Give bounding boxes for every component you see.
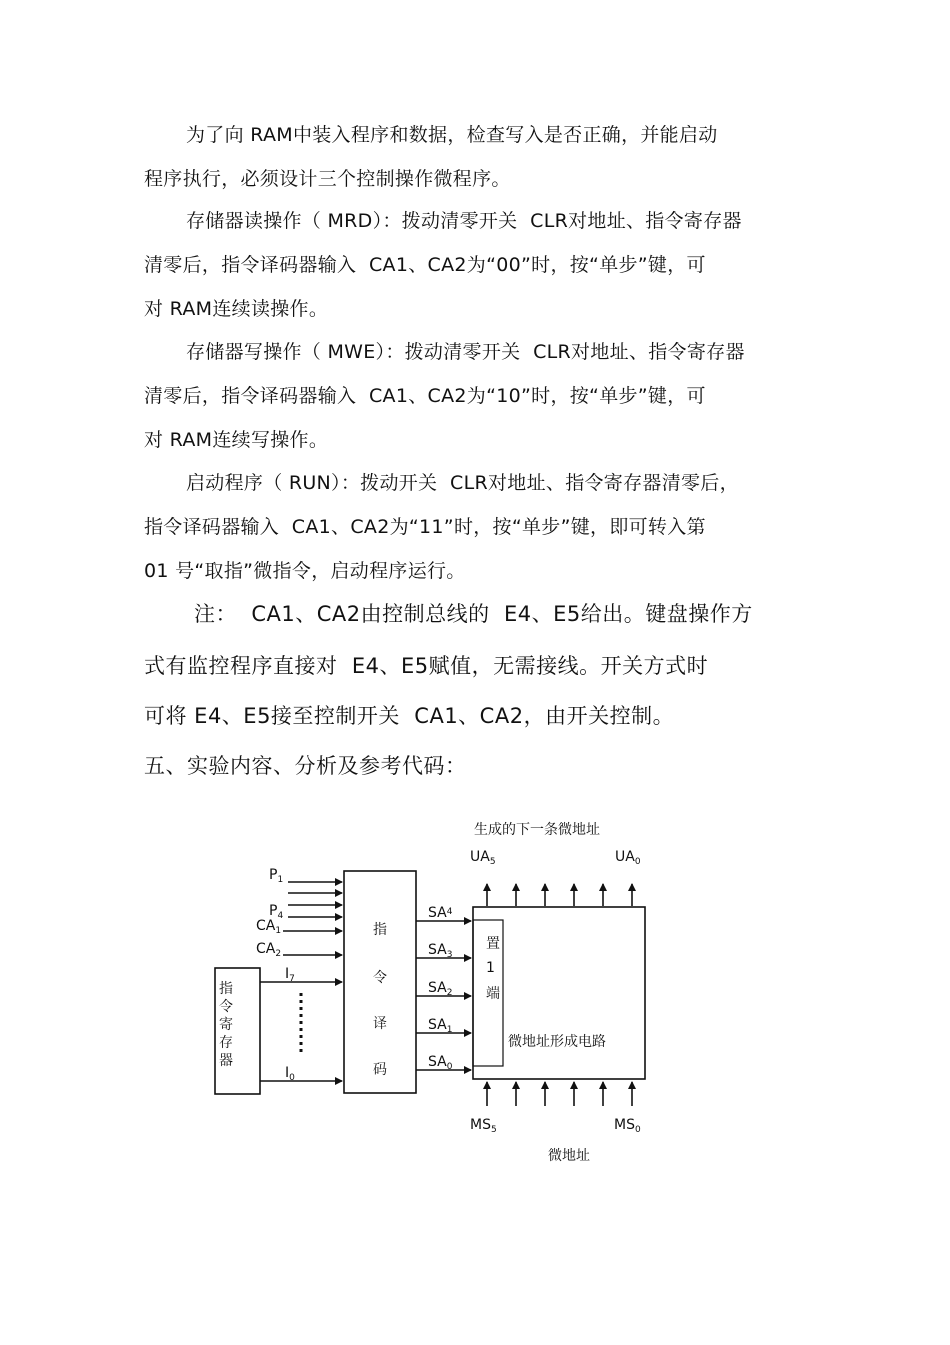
top-caption: 生成的下一条微地址 — [474, 822, 600, 838]
ir-char: 器 — [219, 1053, 233, 1069]
set1-char: 置 — [486, 936, 500, 952]
paragraph-line: 01 号“取指”微指令，启动程序运行。 — [144, 560, 466, 582]
ua0-label: $UA_0$ — [615, 849, 641, 867]
ir-char: 寄 — [219, 1017, 233, 1033]
sa3-label: $SA_3$ — [428, 942, 453, 960]
p-input-arrows — [283, 882, 342, 955]
note-line: 可将 E4、E5接至控制开关 CA1、CA2，由开关控制。 — [144, 704, 675, 728]
ca1-label: $CA_1$ — [256, 918, 282, 936]
p4-label: $P_4$ — [269, 903, 284, 921]
set1-char: 端 — [486, 986, 500, 1002]
p1-label: $P_1$ — [269, 867, 284, 885]
ca2-label: $CA_2$ — [256, 941, 282, 959]
ms0-label: $MS_0$ — [614, 1117, 641, 1135]
circuit-label: 微地址形成电路 — [508, 1034, 606, 1050]
i7-label: $I_7$ — [285, 966, 295, 984]
set1-char: 1 — [486, 960, 495, 976]
decoder-char: 指 — [373, 922, 387, 938]
sa1-label: $SA_1$ — [428, 1017, 453, 1035]
note-line: 式有监控程序直接对 E4、E5赋值，无需接线。开关方式时 — [144, 654, 709, 678]
ms5-label: $MS_5$ — [470, 1117, 497, 1135]
paragraph-line: 启动程序（ RUN）：拨动开关 CLR对地址、指令寄存器清零后， — [186, 472, 739, 494]
output-arrows — [487, 884, 632, 906]
sa2-label: $SA_2$ — [428, 980, 453, 998]
ir-char: 令 — [219, 999, 233, 1015]
paragraph-line: 为了向 RAM中装入程序和数据，检查写入是否正确，并能启动 — [186, 124, 718, 146]
paragraph-line: 存储器读操作（ MRD）：拨动清零开关 CLR对地址、指令寄存器 — [186, 210, 742, 232]
paragraph-line: 程序执行，必须设计三个控制操作微程序。 — [144, 168, 511, 190]
paragraph-line: 对 RAM连续写操作。 — [144, 429, 329, 451]
ir-char: 存 — [219, 1035, 233, 1051]
section-heading: 五、实验内容、分析及参考代码： — [144, 754, 467, 778]
ir-output-arrows — [260, 982, 342, 1081]
ir-char: 指 — [219, 981, 233, 997]
ua5-label: $UA_5$ — [470, 849, 496, 867]
paragraph-line: 清零后，指令译码器输入 CA1、CA2为“10”时，按“单步”键，可 — [144, 385, 706, 407]
paragraph-line: 清零后，指令译码器输入 CA1、CA2为“00”时，按“单步”键，可 — [144, 254, 706, 276]
paragraph-line: 存储器写操作（ MWE）：拨动清零开关 CLR对地址、指令寄存器 — [186, 341, 745, 363]
decoder-char: 译 — [373, 1016, 387, 1032]
paragraph-line: 对 RAM连续读操作。 — [144, 298, 329, 320]
note-line: 注： CA1、CA2由控制总线的 E4、E5给出。键盘操作方 — [194, 602, 753, 626]
decoder-char: 令 — [373, 970, 387, 986]
sa0-label: $SA_0$ — [428, 1054, 453, 1072]
i0-label: $I_0$ — [285, 1065, 295, 1083]
decoder-char: 码 — [373, 1062, 387, 1078]
sa4-label: $SA^4$ — [428, 905, 453, 921]
ms-input-arrows — [487, 1082, 632, 1106]
paragraph-line: 指令译码器输入 CA1、CA2为“11”时，按“单步”键，即可转入第 — [144, 516, 706, 538]
bottom-caption: 微地址 — [548, 1148, 590, 1164]
